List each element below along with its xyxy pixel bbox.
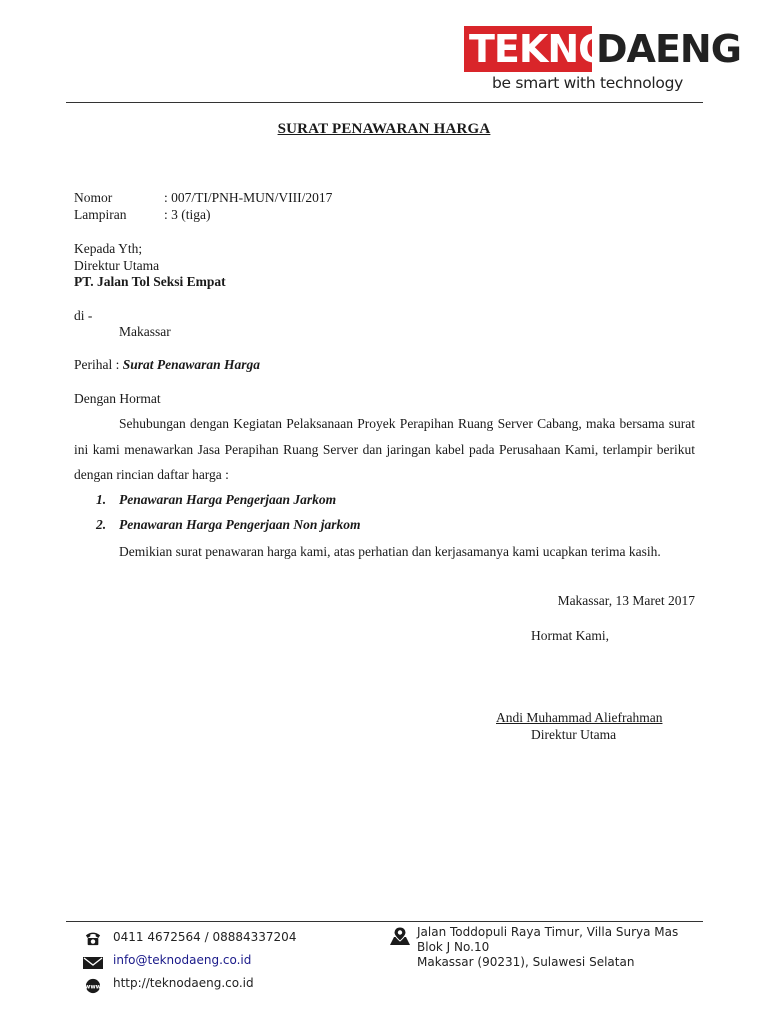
list-item: Penawaran Harga Pengerjaan Jarkom <box>119 492 337 507</box>
perihal-value: Surat Penawaran Harga <box>122 357 261 372</box>
recipient-city: Makassar <box>119 324 171 339</box>
footer-divider <box>66 921 703 922</box>
logo-tagline: be smart with technology <box>492 74 684 92</box>
footer-website[interactable]: http://teknodaeng.co.id <box>113 976 254 990</box>
recipient-greeting: Kepada Yth; <box>74 241 143 256</box>
signer-title: Direktur Utama <box>531 727 617 742</box>
lampiran-label: Lampiran <box>74 207 127 222</box>
svg-text:www: www <box>85 984 101 991</box>
list-item: Penawaran Harga Pengerjaan Non jarkom <box>119 517 361 532</box>
letter-title: SURAT PENAWARAN HARGA <box>277 121 491 137</box>
mail-icon <box>82 955 104 971</box>
perihal-label: Perihal : <box>74 357 123 372</box>
recipient-di: di - <box>74 308 93 323</box>
regards: Hormat Kami, <box>531 628 609 643</box>
signer-name: Andi Muhammad Aliefrahman <box>496 710 663 725</box>
logo-brand-dark: DAENG <box>596 27 741 71</box>
salutation: Dengan Hormat <box>74 391 161 406</box>
recipient-position: Direktur Utama <box>74 258 160 273</box>
footer-address-line3: Makassar (90231), Sulawesi Selatan <box>417 955 635 969</box>
footer-phone: 0411 4672564 / 08884337204 <box>113 930 297 944</box>
nomor-value: : 007/TI/PNH-MUN/VIII/2017 <box>164 190 333 205</box>
lampiran-value: : 3 (tiga) <box>164 207 211 222</box>
location-icon <box>388 926 412 946</box>
phone-icon <box>82 930 104 946</box>
footer-address-line1: Jalan Toddopuli Raya Timur, Villa Surya Mas <box>417 925 679 939</box>
header-divider <box>66 102 703 103</box>
nomor-label: Nomor <box>74 190 113 205</box>
logo-brand-red: TEKNO <box>469 27 610 71</box>
perihal-line <box>74 357 260 373</box>
www-icon <box>82 978 104 994</box>
closing-paragraph: Demikian surat penawaran harga kami, atas perhatian dan kerjasamanya kami ucapkan terima kasih. <box>119 544 661 559</box>
footer-email[interactable]: info@teknodaeng.co.id <box>113 953 252 967</box>
body-paragraph: Sehubungan dengan Kegiatan Pelaksanaan Proyek Perapihan Ruang Server Cabang, maka bersama surat ini kami menawarkan Jasa Perapihan Ruang Server dan jaringan kabel pada Perusahaan Kami, terlampir berikut dengan rincian daftar harga : <box>74 416 695 482</box>
recipient-company: PT. Jalan Tol Seksi Empat <box>74 274 226 289</box>
list-number: 2. <box>96 517 107 532</box>
place-date: Makassar, 13 Maret 2017 <box>557 593 695 608</box>
footer-address-line2: Blok J No.10 <box>417 940 490 954</box>
list-number: 1. <box>96 492 107 507</box>
